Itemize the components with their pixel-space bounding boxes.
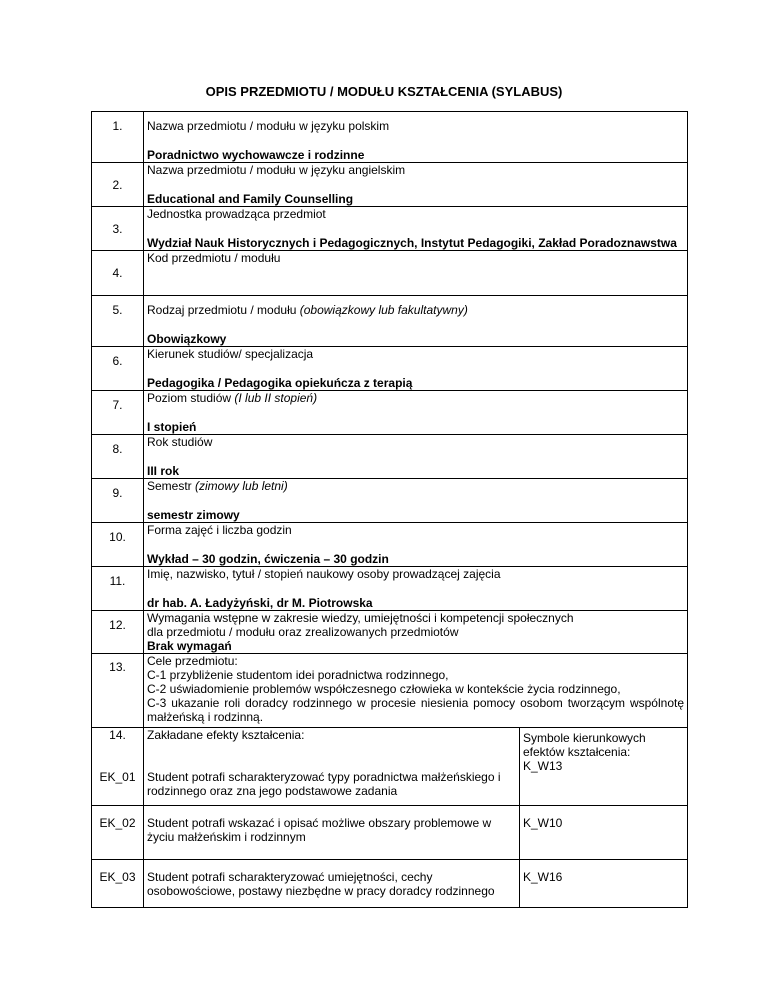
table-row xyxy=(92,479,688,523)
row-label: Rok studiów xyxy=(147,435,213,449)
effect-description: Student potrafi wskazać i opisać możliwe obszary problemowe w życiu małżeńskim i rodzinnym xyxy=(147,816,492,844)
table-row xyxy=(92,728,688,766)
effect-description: Student potrafi scharakteryzować typy poradnictwa małżeńskiego i rodzinnego oraz zna jego podstawowe zadania xyxy=(147,769,501,798)
table-row xyxy=(92,806,688,860)
row-value: Obowiązkowy xyxy=(147,332,227,346)
row-number: 2. xyxy=(92,163,144,207)
row-number: 4. xyxy=(92,251,144,296)
row-label: Rodzaj przedmiotu / modułu (obowiązkowy lub fakultatywny) xyxy=(147,303,468,317)
goal-item: C-3 ukazanie roli doradcy rodzinnego w procesie niesienia pomocy osobom tworzącym wspólnotę małżeńską i rodzinną. xyxy=(147,696,684,724)
effect-code: EK_01 xyxy=(92,766,144,806)
row-label: Poziom studiów (I lub II stopień) xyxy=(147,391,318,405)
row-value: dr hab. A. Ładyżyński, dr M. Piotrowska xyxy=(147,596,373,610)
document-title: OPIS PRZEDMIOTU / MODUŁU KSZTAŁCENIA (SYLABUS) xyxy=(205,84,563,99)
effect-symbol: K_W13 xyxy=(523,759,563,773)
row-number: 8. xyxy=(92,435,144,479)
table-row xyxy=(92,163,688,207)
row-number: 10. xyxy=(92,523,144,567)
goal-item: C-2 uświadomienie problemów współczesnego człowieka w kontekście życia rodzinnego, xyxy=(147,682,621,696)
row-value: Wykład – 30 godzin, ćwiczenia – 30 godzin xyxy=(147,552,389,566)
row-number: 11. xyxy=(92,567,144,611)
row-value: III rok xyxy=(147,464,180,478)
effect-symbol: K_W10 xyxy=(523,816,563,830)
row-number: 14. xyxy=(92,728,144,766)
row-label: Forma zajęć i liczba godzin xyxy=(147,523,292,537)
row-label: Wymagania wstępne w zakresie wiedzy, umiejętności i kompetencji społecznych xyxy=(147,611,574,625)
effect-symbol: K_W16 xyxy=(523,870,563,884)
syllabus-table xyxy=(91,111,688,908)
row-label: Kierunek studiów/ specjalizacja xyxy=(147,347,314,361)
table-row xyxy=(92,523,688,567)
table-row xyxy=(92,251,688,296)
table-row xyxy=(92,391,688,435)
row-number: 5. xyxy=(92,296,144,347)
row-label: Kod przedmiotu / modułu xyxy=(147,251,281,265)
row-value: Wydział Nauk Historycznych i Pedagogicznych, Instytut Pedagogiki, Zakład Poradoznawstwa xyxy=(147,236,677,250)
effect-code: EK_03 xyxy=(92,860,144,908)
symbols-header: Symbole kierunkowych efektów kształcenia: xyxy=(523,731,646,759)
table-row xyxy=(92,207,688,251)
table-row xyxy=(92,611,688,654)
row-number: 1. xyxy=(92,112,144,163)
row-value: Educational and Family Counselling xyxy=(147,192,354,206)
row-number: 12. xyxy=(92,611,144,654)
row-label-continued: dla przedmiotu / modułu oraz zrealizowanych przedmiotów xyxy=(147,625,459,639)
table-row xyxy=(92,112,688,163)
effects-label: Zakładane efekty kształcenia: xyxy=(147,728,305,742)
table-row xyxy=(92,567,688,611)
row-value: I stopień xyxy=(147,420,197,434)
row-value: Pedagogika / Pedagogika opiekuńcza z terapią xyxy=(147,376,413,390)
row-label: Jednostka prowadząca przedmiot xyxy=(147,207,326,221)
table-row xyxy=(92,296,688,347)
effect-code: EK_02 xyxy=(92,806,144,860)
row-label: Imię, nazwisko, tytuł / stopień naukowy osoby prowadzącej zajęcia xyxy=(147,567,501,581)
table-row xyxy=(92,860,688,908)
row-number: 6. xyxy=(92,347,144,391)
row-label: Semestr (zimowy lub letni) xyxy=(147,479,288,493)
goals-label: Cele przedmiotu: xyxy=(147,654,238,668)
row-number: 3. xyxy=(92,207,144,251)
row-value: semestr zimowy xyxy=(147,508,240,522)
table-row xyxy=(92,654,688,728)
row-value: Poradnictwo wychowawcze i rodzinne xyxy=(147,148,365,162)
table-row xyxy=(92,435,688,479)
table-row xyxy=(92,347,688,391)
goal-item: C-1 przybliżenie studentom idei poradnictwa rodzinnego, xyxy=(147,668,449,682)
row-label: Nazwa przedmiotu / modułu w języku angielskim xyxy=(147,163,406,177)
row-number: 13. xyxy=(92,654,144,728)
effect-description: Student potrafi scharakteryzować umiejętności, cechy osobowościowe, postawy niezbędne w pracy doradcy rodzinnego xyxy=(147,870,495,898)
row-value: Brak wymagań xyxy=(147,639,232,653)
row-number: 7. xyxy=(92,391,144,435)
row-number: 9. xyxy=(92,479,144,523)
row-label: Nazwa przedmiotu / modułu w języku polskim xyxy=(147,119,390,133)
